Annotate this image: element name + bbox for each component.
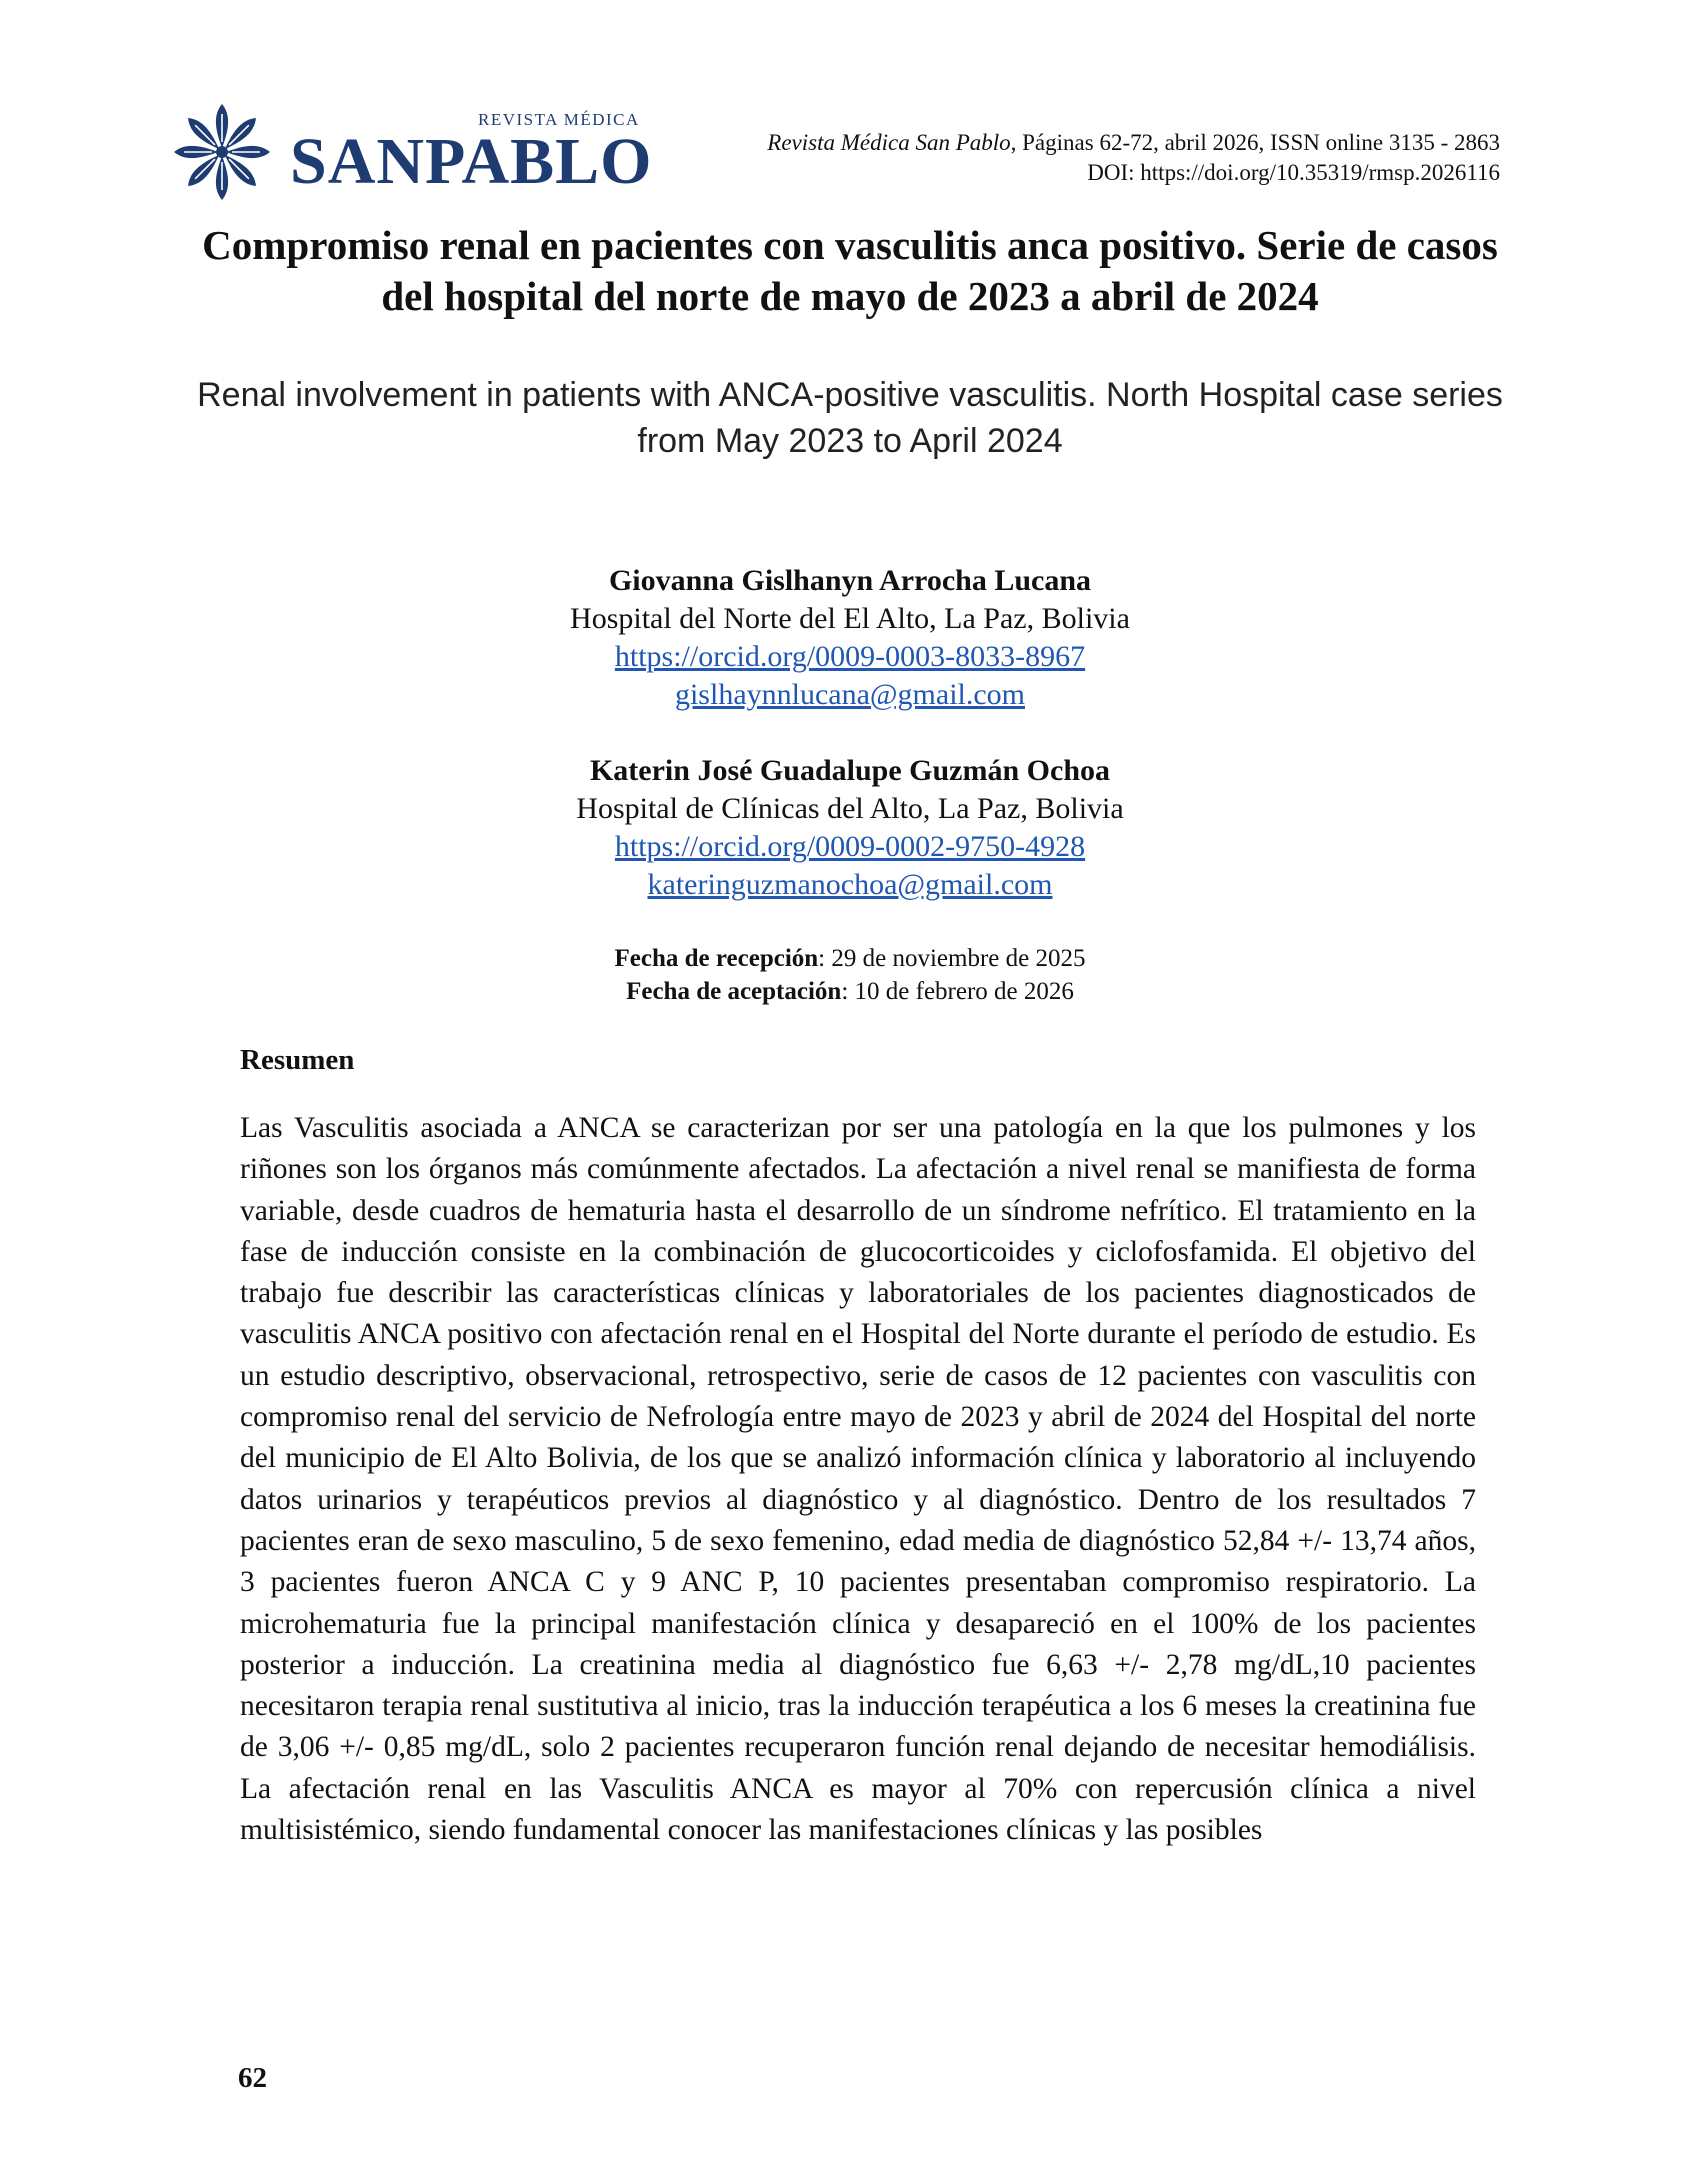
journal-info	[767, 128, 1500, 188]
reception-value: : 29 de noviembre de 2025	[818, 945, 1086, 972]
article-title: Compromiso renal en pacientes con vasculitis anca positivo. Serie de casos del hospital del norte de mayo de 2023 a abril de 2024	[202, 222, 1498, 319]
acceptance-date	[300, 975, 1400, 1008]
author-name: Giovanna Gislhanyn Arrocha Lucana	[608, 564, 1092, 597]
article-dates	[300, 942, 1400, 1008]
article-title-english: Renal involvement in patients with ANCA-positive vasculitis. North Hospital case series from May 2023 to April 2024	[197, 376, 1503, 460]
author-affiliation: Hospital de Clínicas del Alto, La Paz, Bolivia	[576, 792, 1124, 825]
abstract-heading: Resumen	[240, 1044, 355, 1076]
author-email-link[interactable]: gislhaynnlucana@gmail.com	[674, 678, 1026, 711]
page-number: 62	[238, 2062, 267, 2094]
journal-logo	[172, 100, 652, 205]
journal-name: Revista Médica San Pablo	[767, 130, 1011, 155]
journal-logo-icon	[172, 102, 272, 202]
abstract-text: Las Vasculitis asociada a ANCA se caracterizan por ser una patología en la que los pulmones y los riñones son los órganos más comúnmente afectados. La afectación a nivel renal se manifiesta de forma variable, desde cuadros de hematuria hasta el desarrollo de un síndrome nefrítico. El tratamiento en la fase de inducción consiste en la combinación de glucocorticoides y ciclofosfamida. El objetivo del trabajo fue describir las características clínicas y laboratoriales de los pacientes diagnosticados de vasculitis ANCA positivo con afectación renal en el Hospital del Norte durante el período de estudio. Es un estudio descriptivo, observacional, retrospectivo, serie de casos de 12 pacientes con vasculitis con compromiso renal del servicio de Nefrología entre mayo de 2023 y abril de 2024 del Hospital del norte del municipio de El Alto Bolivia, de los que se analizó información clínica y laboratorio al incluyendo datos urinarios y terapéuticos previos al diagnóstico y al diagnóstico. Dentro de los resultados 7 pacientes eran de sexo masculino, 5 de sexo femenino, edad media de diagnóstico 52,84 +/- 13,74 años, 3 pacientes fueron ANCA C y 9 ANC P, 10 pacientes presentaban compromiso respiratorio. La microhematuria fue la principal manifestación clínica y desapareció en el 100% de los pacientes posterior a inducción. La creatinina media al diagnóstico fue 6,63 +/- 2,78 mg/dL,10 pacientes necesitaron terapia renal sustitutiva al inicio, tras la inducción terapéutica a los 6 meses la creatinina fue de 3,06 +/- 0,85 mg/dL, solo 2 pacientes recuperaron función renal dejando de necesitar hemodiálisis. La afectación renal en las Vasculitis ANCA es mayor al 70% con repercusión clínica a nivel multisistémico, siendo fundamental conocer las manifestaciones clínicas y las posibles	[240, 1112, 1476, 1847]
journal-citation	[767, 128, 1500, 158]
logo-name: SANPABLO	[290, 125, 653, 198]
author-orcid-link[interactable]: https://orcid.org/0009-0002-9750-4928	[614, 830, 1086, 863]
author-name: Katerin José Guadalupe Guzmán Ochoa	[589, 754, 1111, 787]
author-block-2	[300, 752, 1400, 904]
journal-doi: DOI: https://doi.org/10.35319/rmsp.2026116	[1087, 160, 1500, 185]
acceptance-value: : 10 de febrero de 2026	[841, 978, 1074, 1005]
author-block-1	[300, 562, 1400, 714]
author-orcid-link[interactable]: https://orcid.org/0009-0003-8033-8967	[614, 640, 1086, 673]
author-affiliation: Hospital del Norte del El Alto, La Paz, Bolivia	[570, 602, 1130, 635]
logo-small-text: REVISTA MÉDICA	[478, 110, 640, 129]
reception-label: Fecha de recepción	[614, 945, 819, 972]
reception-date	[300, 942, 1400, 975]
journal-details: , Páginas 62-72, abril 2026, ISSN online 3135 - 2863	[1010, 130, 1500, 155]
acceptance-label: Fecha de aceptación	[626, 978, 842, 1005]
author-email-link[interactable]: kateringuzmanochoa@gmail.com	[647, 868, 1053, 901]
